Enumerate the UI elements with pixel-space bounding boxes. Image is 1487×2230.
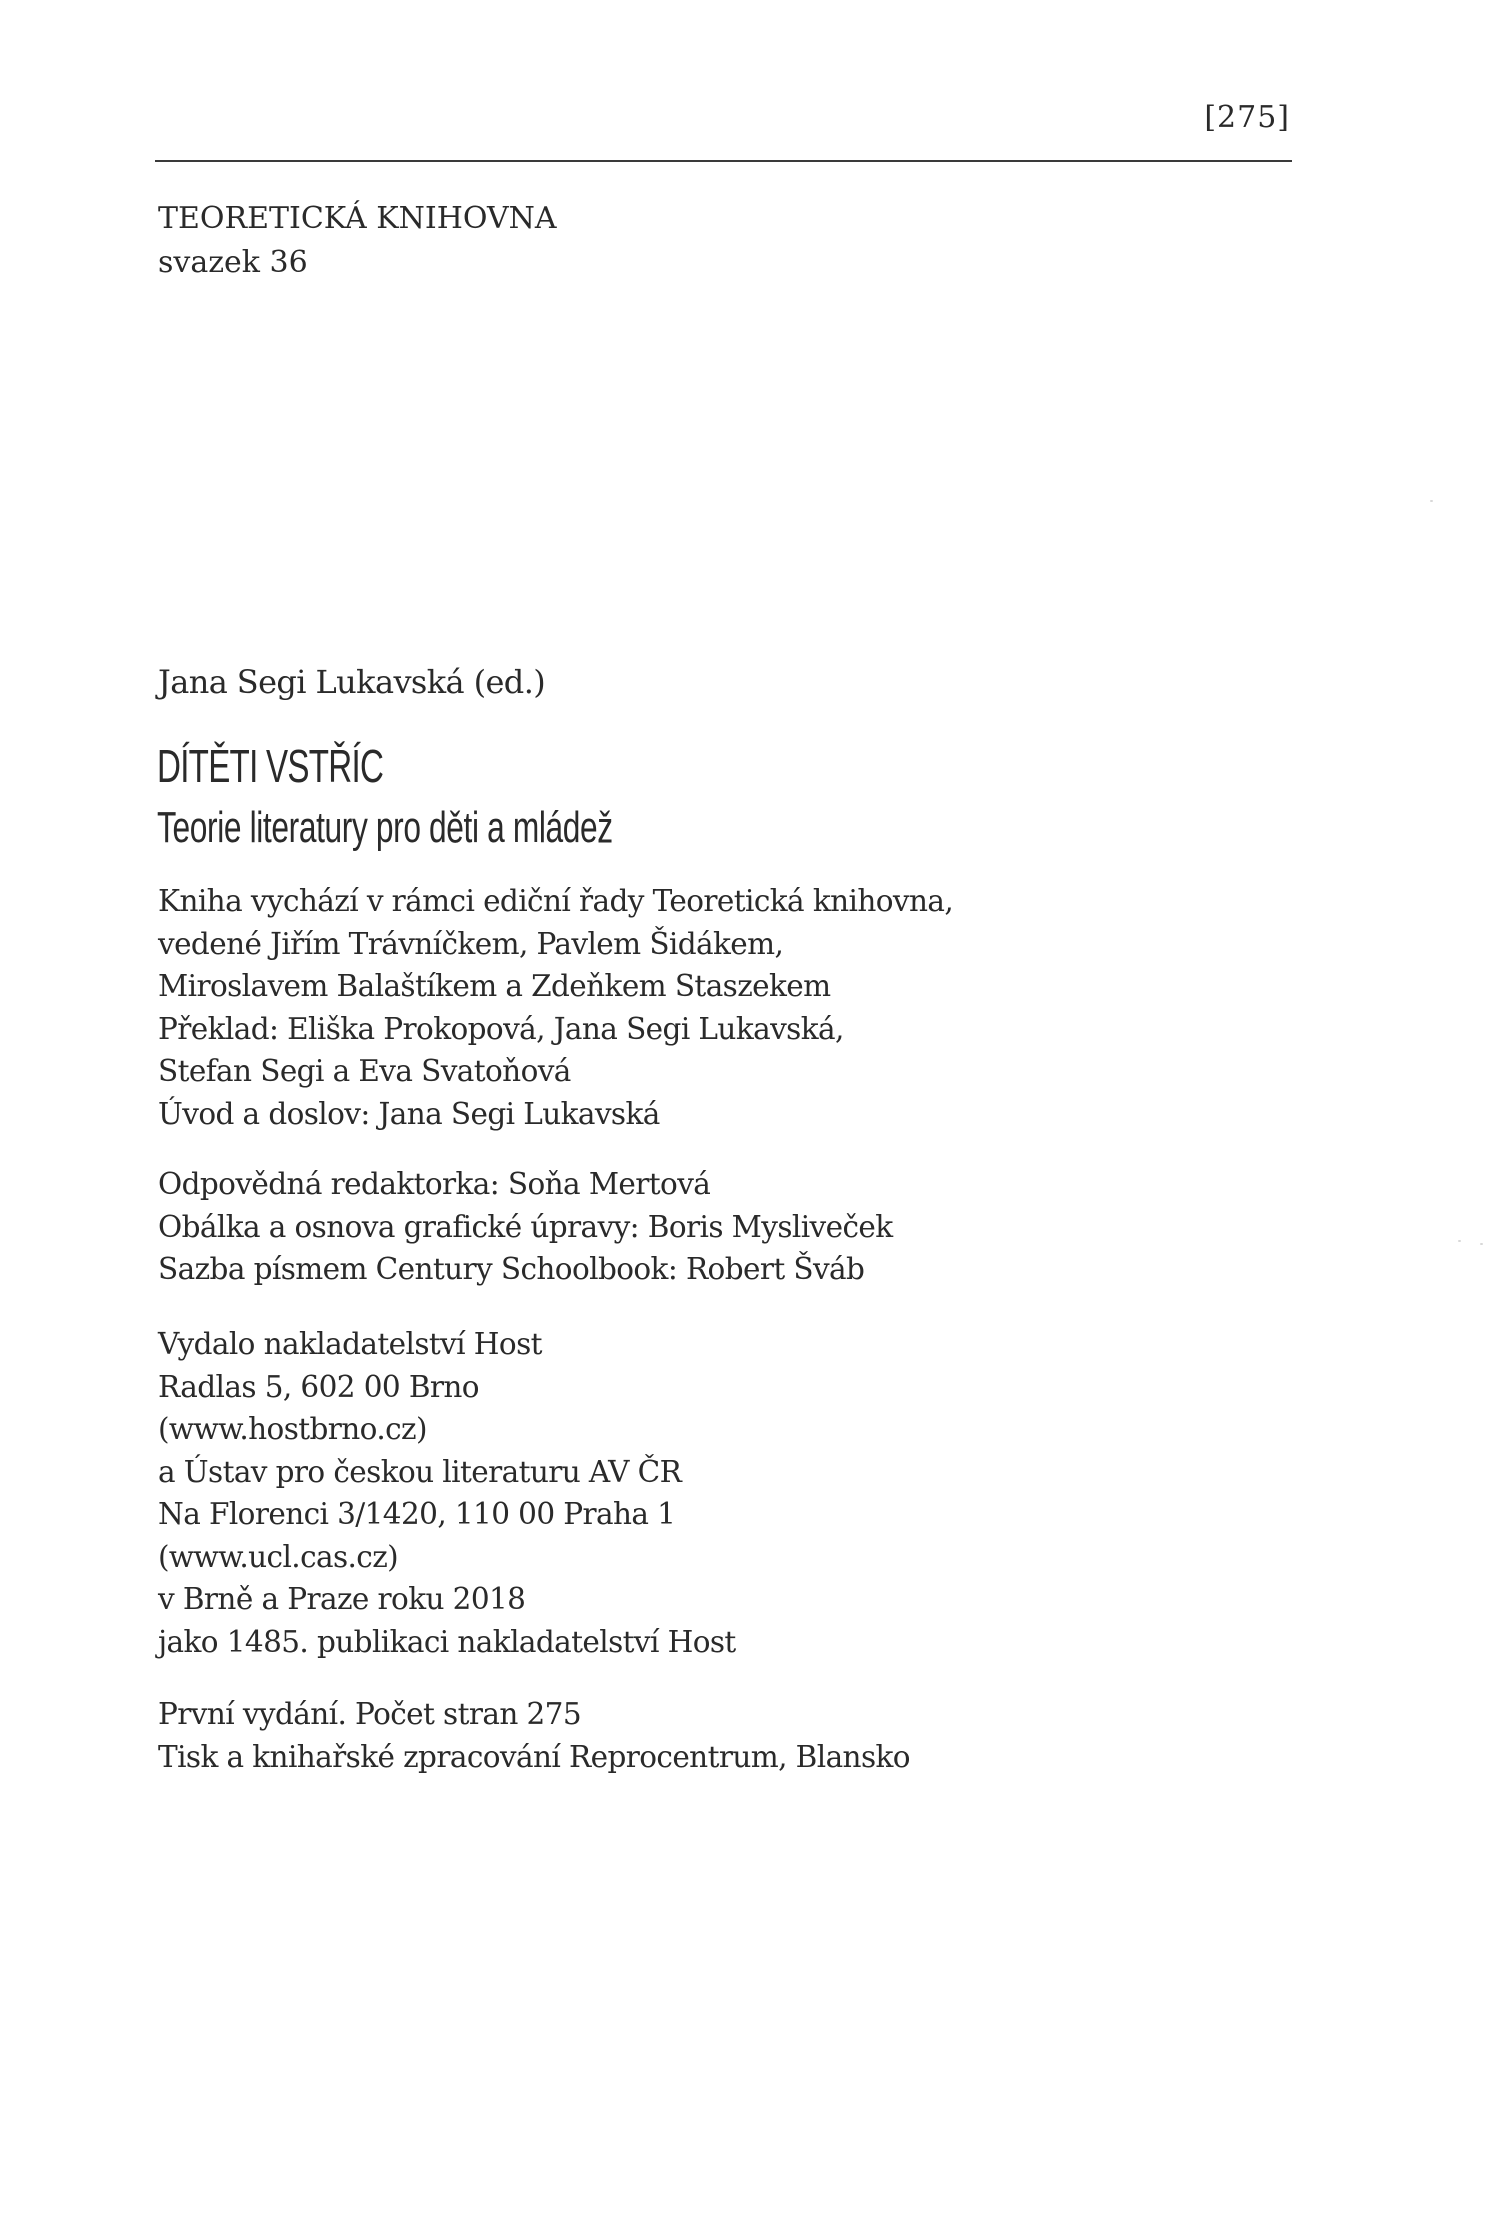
publisher-block: [158, 1323, 736, 1663]
credits-line: Překlad: Eliška Prokopová, Jana Segi Lukavská,: [158, 1011, 844, 1046]
editorial-line: Sazba písmem Century Schoolbook: Robert Šváb: [158, 1252, 865, 1286]
series-volume: svazek 36: [158, 245, 308, 280]
editorial-block: [158, 1163, 893, 1291]
scan-speck: [1458, 1240, 1461, 1242]
publisher-line: a Ústav pro českou literaturu AV ČR: [158, 1454, 682, 1489]
credits-line: Miroslavem Balaštíkem a Zdeňkem Staszekem: [158, 969, 831, 1003]
publisher-line: jako 1485. publikaci nakladatelství Host: [158, 1624, 736, 1659]
series-name: TEORETICKÁ KNIHOVNA: [158, 201, 557, 236]
publisher-line: v Brně a Praze roku 2018: [158, 1582, 526, 1616]
header-rule: [155, 160, 1292, 162]
book-subtitle: Teorie literatury pro děti a mládež: [157, 803, 613, 852]
publisher-line: Na Florenci 3/1420, 110 00 Praha 1: [158, 1497, 676, 1531]
edition-line: Tisk a knihařské zpracování Reprocentrum, Blansko: [158, 1739, 910, 1774]
book-editor: Jana Segi Lukavská (ed.): [158, 663, 546, 701]
publisher-line: Radlas 5, 602 00 Brno: [158, 1369, 479, 1404]
credits-line: vedené Jiřím Trávníčkem, Pavlem Šidákem,: [158, 926, 784, 961]
scan-speck: [1480, 1243, 1483, 1245]
editorial-line: Odpovědná redaktorka: Soňa Mertová: [158, 1167, 711, 1201]
publisher-url: (www.ucl.cas.cz): [158, 1539, 399, 1574]
publisher-line: Vydalo nakladatelství Host: [158, 1327, 542, 1361]
edition-block: [158, 1693, 910, 1778]
edition-line: První vydání. Počet stran 275: [158, 1697, 582, 1731]
book-title-block: [157, 738, 790, 856]
credits-block: [158, 880, 953, 1135]
credits-line: Kniha vychází v rámci ediční řady Teoretická knihovna,: [158, 884, 954, 918]
book-title: DÍTĚTI VSTŘÍC: [157, 740, 384, 792]
credits-line: Stefan Segi a Eva Svatoňová: [158, 1054, 571, 1088]
credits-line: Úvod a doslov: Jana Segi Lukavská: [158, 1096, 660, 1131]
series-info: [158, 197, 557, 285]
publisher-url: (www.hostbrno.cz): [158, 1412, 427, 1446]
scan-speck: [1430, 500, 1433, 502]
editorial-line: Obálka a osnova grafické úpravy: Boris Mysliveček: [158, 1209, 893, 1244]
page-number: [275]: [1204, 100, 1290, 135]
